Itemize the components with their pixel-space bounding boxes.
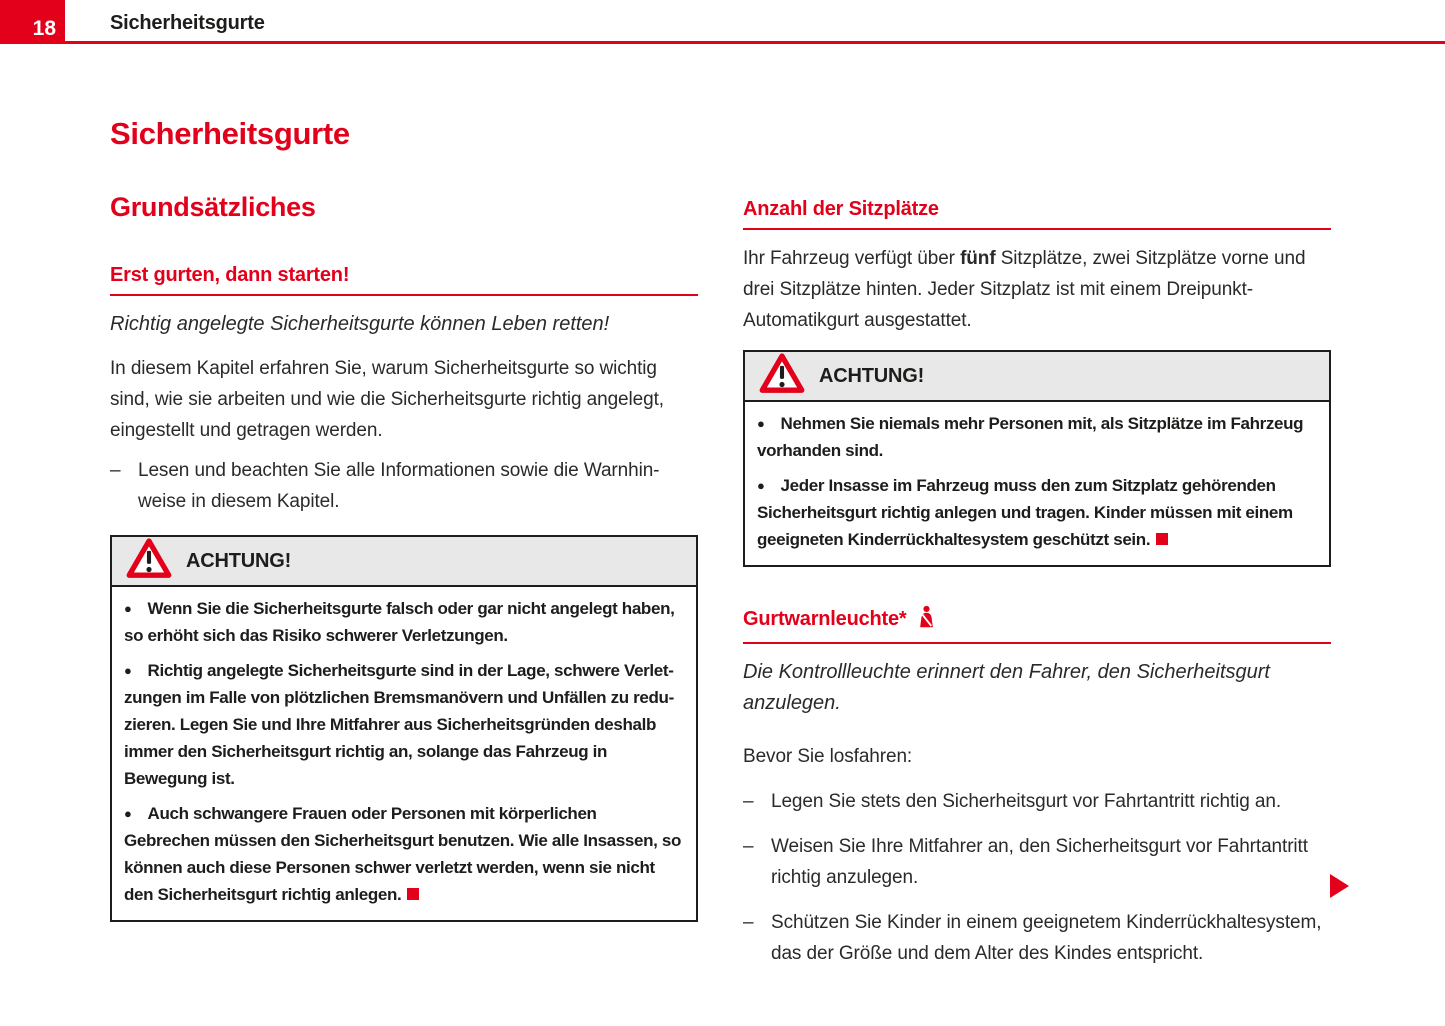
list-item [743,831,1331,893]
subheading-gurtwarnleuchte [743,605,1331,644]
lead-text: Richtig angelegte Sicherheitsgurte können Leben retten! [110,313,610,335]
warning-item [124,800,684,908]
subheading-anzahl-sitzplaetze: Anzahl der Sitzplätze [743,197,1331,230]
page-title: Sicherheitsgurte [110,116,350,151]
bullet-icon: ● [124,601,132,616]
warnlight-lead: Die Kontrollleuchte erinnert den Fahrer, den Sicherheitsgurt anzulegen. [743,661,1270,714]
list-item [743,907,1331,969]
page-number-box [0,0,65,44]
warning-body [112,587,696,920]
bullet-icon: ● [757,416,765,431]
left-column [110,0,698,922]
seatbelt-warning-light-icon [916,612,937,634]
warning-item [757,472,1317,553]
warning-item-text: Auch schwangere Frauen oder Personen mit körperlichen Gebrechen müssen den Sicherheitsgurt benutzen. Wie alle Insassen, so können auch diese Personen schwer verletzt werden, wenn sie nicht den Sicherheitsgurt richtig anlegen. [124,804,682,904]
subheading-gurtwarnleuchte-text: Gurtwarnleuchte* [743,608,907,630]
bullet-icon: ● [757,478,765,493]
warning-item [124,657,684,792]
list-item [743,786,1331,817]
warning-box-right [743,350,1331,567]
warning-item-text: Nehmen Sie niemals mehr Personen mit, als Sitzplätze im Fahrzeug vorhanden sind. [757,414,1304,460]
warning-item-text: Richtig angelegte Sicherheitsgurte sind in der Lage, schwere Verletzungen im Falle von plötzlichen Bremsmanövern und Unfällen zu reduzieren. Legen Sie und Ihre Mitfahrer aus Sicherheitsgründen deshalb immer den Sicherheitsgurt richtig an, solange das Fahrzeug in Bewegung ist. [124,661,675,788]
warning-box-left [110,535,698,922]
page-number: 18 [32,17,56,40]
subheading-erst-gurten: Erst gurten, dann starten! [110,263,698,296]
warning-header [112,537,696,587]
before-drive-text: Bevor Sie losfahren: [743,746,913,767]
list-item-text: Legen Sie stets den Sicherheitsgurt vor Fahrtantritt richtig an. [771,791,1282,812]
list-item-text: Weisen Sie Ihre Mitfahrer an, den Sicherheitsgurt vor Fahrtantritt richtig anzulegen. [771,836,1308,888]
dash-bullet: – [110,460,121,481]
warning-body [745,402,1329,565]
dash-bullet: – [743,791,754,812]
warning-item-text: Wenn Sie die Sicherheitsgurte falsch oder gar nicht angelegt haben, so erhöht sich das Risiko schwerer Verletzungen. [124,599,675,645]
bullet-icon: ● [124,663,132,678]
seats-paragraph-text: Sitzplätze, zwei Sitzplätze vorne und drei Sitzplätze hinten. Jeder Sitzplatz ist mit einem Dreipunkt-Automatikgurt ausgestattet. [743,248,1306,331]
warning-item [757,410,1317,464]
warning-title: ACHTUNG! [819,364,925,387]
list-item-text: Schützen Sie Kinder in einem geeignetem Kinderrückhaltesystem, das der Größe und dem Alter des Kindes entspricht. [771,912,1322,964]
warning-triangle-icon [759,353,805,399]
intro-paragraph: In diesem Kapitel erfahren Sie, warum Sicherheitsgurte so wichtig sind, wie sie arbeiten und wie die Sicherheitsgurte richtig angelegt, eingestellt und getragen werden. [110,358,664,441]
warning-item-text: Jeder Insasse im Fahrzeug muss den zum Sitzplatz gehörenden Sicherheitsgurt richtig anlegen und tragen. Kinder müssen mit einem geeigneten Kinderrückhaltesystem geschützt sein. [757,476,1293,549]
end-square-icon [407,888,419,900]
continue-arrow-icon [1330,874,1349,898]
seats-paragraph-text: Ihr Fahrzeug verfügt über [743,248,961,269]
list-item [110,455,698,517]
dash-bullet: – [743,912,754,933]
right-column [743,0,1331,969]
end-square-icon [1156,533,1168,545]
seats-paragraph-bold: fünf [960,248,996,269]
seats-paragraph [743,243,1331,336]
dash-bullet: – [743,836,754,857]
bullet-icon: ● [124,806,132,821]
list-item-text: Lesen und beachten Sie alle Informationen sowie die Warnhinweise in diesem Kapitel. [138,460,660,512]
section-title-grundsaetzliches: Grundsätzliches [110,192,316,222]
warning-triangle-icon [126,538,172,584]
chapter-title: Sicherheitsgurte [110,12,265,34]
warning-title: ACHTUNG! [186,549,292,572]
warning-header [745,352,1329,402]
warning-item [124,595,684,649]
